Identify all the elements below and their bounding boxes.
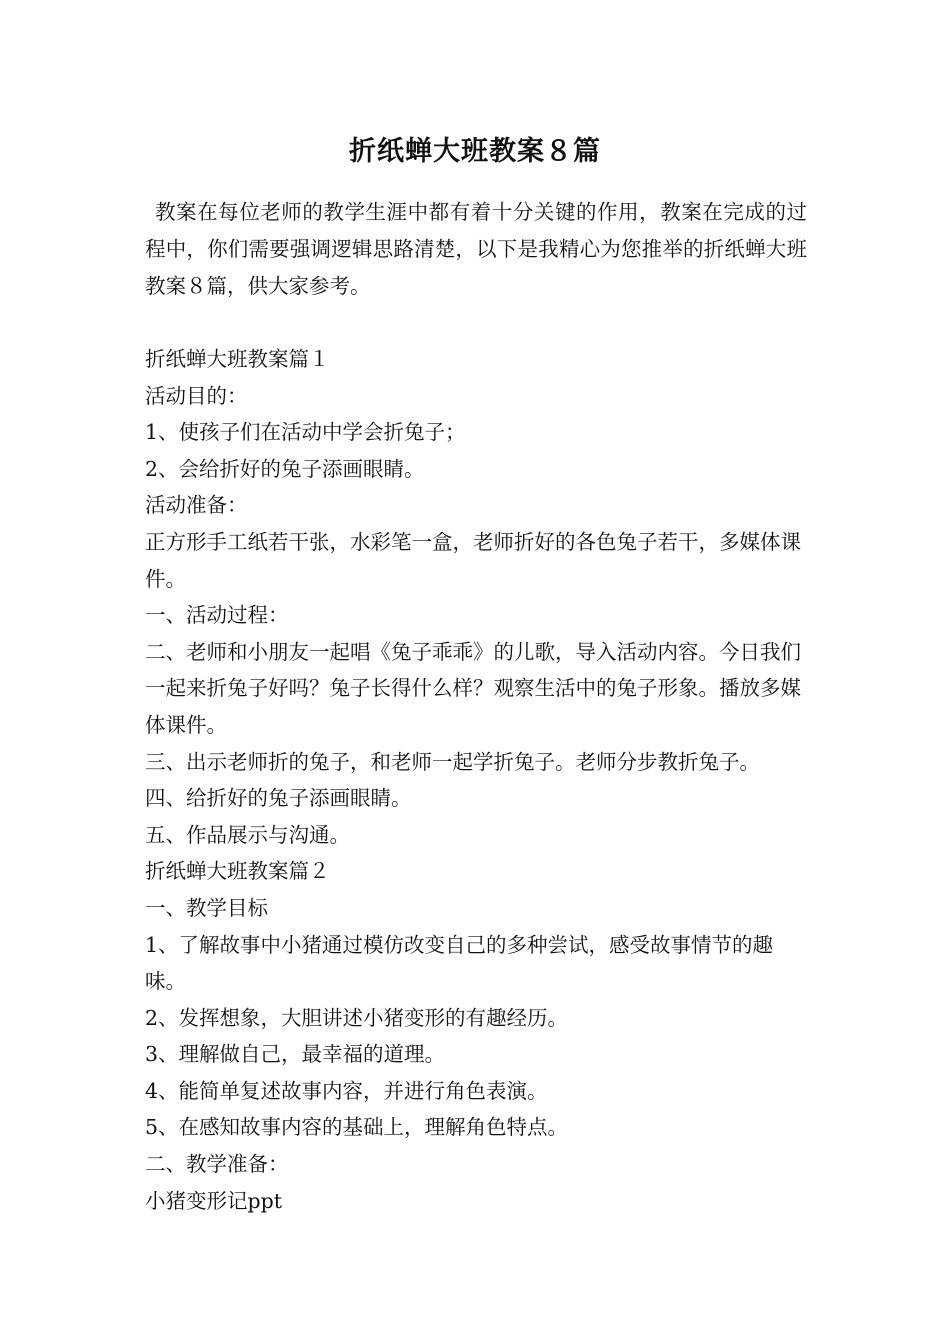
body-line: 活动目的： (145, 383, 248, 408)
body-line: 2、发挥想象，大胆讲述小猪变形的有趣经历。 (145, 1005, 569, 1030)
body-line: 正方形手工纸若干张，水彩笔一盒，老师折好的各色兔子若干，多媒体课件。 (145, 529, 801, 591)
body-line: 一、教学目标 (145, 895, 268, 920)
intro-paragraph: 教案在每位老师的教学生涯中都有着十分关键的作用，教案在完成的过程中，你们需要强调逻辑思路清楚，以下是我精心为您推举的折纸蝉大班教案８篇，供大家参考。 (145, 200, 807, 298)
body-line: 小猪变形记ppt (145, 1188, 282, 1213)
body-line: 折纸蝉大班教案篇１ (145, 347, 330, 371)
body-line: 1、了解故事中小猪通过模仿改变自己的多种尝试，感受故事情节的趣味。 (145, 932, 774, 994)
body-line: 二、教学准备： (145, 1152, 289, 1177)
body-line: 3、理解做自己，最幸福的道理。 (145, 1042, 446, 1067)
body-line: 二、老师和小朋友一起唱《兔子乖乖》的儿歌，导入活动内容。今日我们一起来折兔子好吗？兔子长得什么样？观察生活中的兔子形象。播放多媒体课件。 (145, 639, 801, 737)
body-line: 5、在感知故事内容的基础上，理解角色特点。 (145, 1115, 569, 1140)
body-line: 一、活动过程： (145, 603, 289, 628)
document-body (145, 341, 810, 1219)
body-line: 1、使孩子们在活动中学会折兔子； (145, 420, 466, 445)
body-line: 四、给折好的兔子添画眼睛。 (145, 786, 412, 811)
body-line: 折纸蝉大班教案篇２ (145, 859, 330, 884)
body-line: 活动准备： (145, 493, 248, 518)
document-title: 折纸蝉大班教案８篇 (349, 136, 601, 167)
body-line: 三、出示老师折的兔子，和老师一起学折兔子。老师分步教折兔子。 (145, 749, 760, 774)
body-line: 五、作品展示与沟通。 (145, 822, 350, 847)
body-line: 2、会给折好的兔子添画眼睛。 (145, 456, 425, 481)
body-line: 4、能简单复述故事内容，并进行角色表演。 (145, 1078, 548, 1103)
